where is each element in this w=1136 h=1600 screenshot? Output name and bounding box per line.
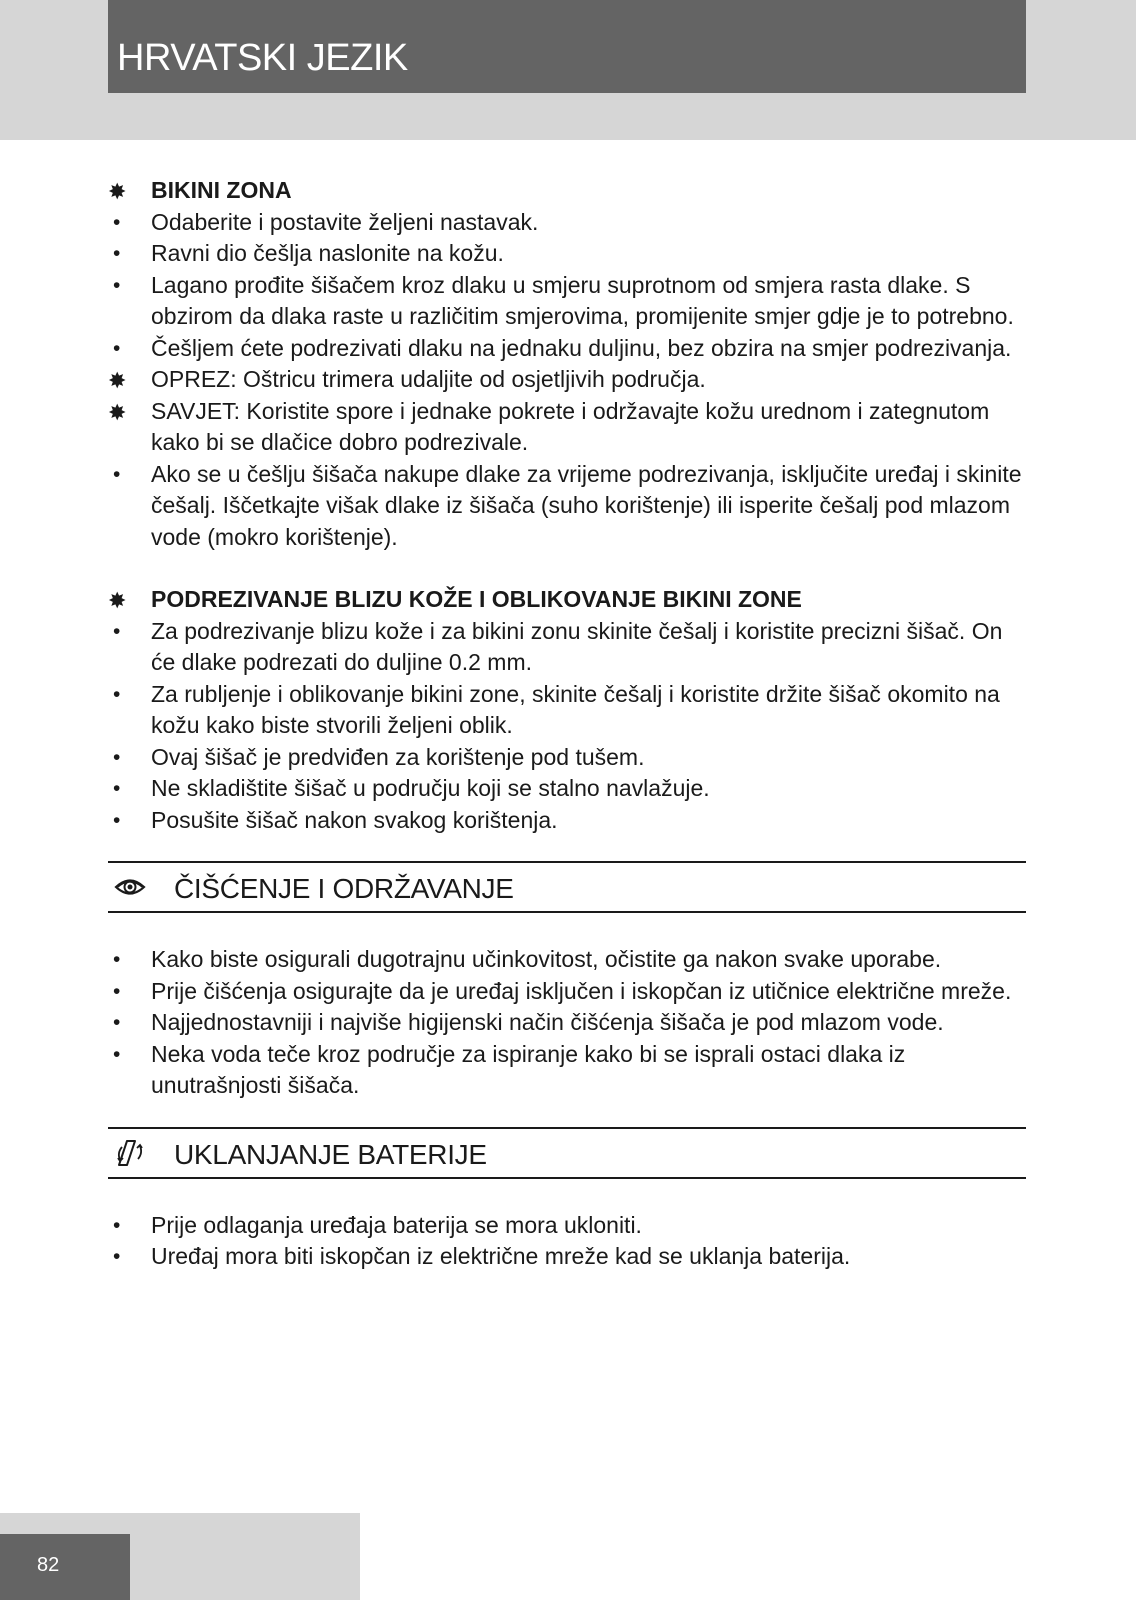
battery-section-title: UKLANJANJE BATERIJE bbox=[174, 1138, 487, 1170]
list-item bbox=[108, 333, 1026, 365]
battery-section-header bbox=[108, 1127, 1026, 1179]
cleaning-section-title: ČIŠĆENJE I ODRŽAVANJE bbox=[174, 873, 514, 904]
bullet-icon: • bbox=[113, 336, 121, 360]
bullet-icon: • bbox=[113, 1245, 121, 1268]
list-item-text: Neka voda teče kroz područje za ispiranje kako bi se isprali ostaci dlaka iz unutrašnjosti šišača. bbox=[151, 1040, 906, 1098]
bullet-icon: • bbox=[113, 273, 121, 297]
bullet-icon: • bbox=[113, 682, 121, 706]
list-item-text: Ovaj šišač je predviđen za korištenje pod tušem. bbox=[151, 743, 645, 770]
list-item-text: Ako se u češlju šišača nakupe dlake za vrijeme podrezivanja, isključite uređaj i skinite češalj. Iščetkajte višak dlake iz šišača (suho korištenje) ili isperite češalj pod mlazom vode (mokro korištenje). bbox=[151, 460, 1022, 550]
cleaning-section-header bbox=[108, 861, 1026, 913]
bullet-icon: • bbox=[113, 808, 121, 832]
eye-icon bbox=[114, 872, 146, 902]
caution-note bbox=[108, 364, 1026, 396]
bullet-icon: • bbox=[113, 1042, 121, 1066]
list-item-text: Odaberite i postavite željeni nastavak. bbox=[151, 208, 539, 235]
list-item bbox=[108, 270, 1026, 333]
bullet-icon: • bbox=[113, 210, 121, 234]
list-item bbox=[108, 742, 1026, 774]
spacer bbox=[108, 553, 1026, 584]
bullet-icon: • bbox=[113, 745, 121, 769]
list-item-text: Lagano prođite šišačem kroz dlaku u smjeru suprotnom od smjera rasta dlake. S obzirom da dlaka raste u različitim smjerovima, promijenite smjer gdje je to potrebno. bbox=[151, 271, 1014, 329]
list-item-text: Posušite šišač nakon svakog korištenja. bbox=[151, 806, 558, 833]
list-item-text: Za rubljenje i oblikovanje bikini zone, skinite češalj i koristite držite šišač okomito na kožu kako biste stvorili željeni oblik. bbox=[151, 680, 1000, 738]
list-item-text: Kako biste osigurali dugotrajnu učinkovitost, očistite ga nakon svake uporabe. bbox=[151, 946, 942, 972]
list-item bbox=[108, 679, 1026, 742]
bullet-icon: • bbox=[113, 979, 121, 1003]
bullet-icon: • bbox=[113, 1011, 121, 1034]
tip-note bbox=[108, 396, 1026, 459]
list-item-text: Uređaj mora biti iskopčan iz električne mreže kad se uklanja baterija. bbox=[151, 1243, 851, 1269]
list-item-text: Prije odlaganja uređaja baterija se mora ukloniti. bbox=[151, 1211, 642, 1238]
page-number: 82 bbox=[0, 1534, 130, 1600]
list-item-text: Češljem ćete podrezivati dlaku na jednaku duljinu, bez obzira na smjer podrezivanja. bbox=[151, 334, 1012, 361]
battery-recycle-icon bbox=[114, 1138, 146, 1168]
list-item-text: Za podrezivanje blizu kože i za bikini zonu skinite češalj i koristite precizni šišač. On će dlake podrezati do duljine 0.2 mm. bbox=[151, 617, 1003, 675]
bullet-icon: • bbox=[113, 1213, 121, 1237]
section-heading-bikini-zona bbox=[108, 175, 1026, 207]
bullet-icon: • bbox=[113, 462, 121, 486]
section-heading-text: BIKINI ZONA bbox=[151, 177, 292, 203]
main-content bbox=[108, 175, 1026, 1273]
list-item-text: Ne skladištite šišač u području koji se stalno navlažuje. bbox=[151, 775, 710, 801]
list-item bbox=[108, 238, 1026, 270]
list-item bbox=[108, 1007, 1026, 1039]
list-item bbox=[108, 976, 1026, 1008]
list-item-text: Najjednostavniji i najviše higijenski način čišćenja šišača je pod mlazom vode. bbox=[151, 1009, 944, 1035]
section-heading-text: PODREZIVANJE BLIZU KOŽE I OBLIKOVANJE BIKINI ZONE bbox=[151, 586, 802, 612]
star-icon: ✸ bbox=[108, 179, 127, 204]
section-heading-close-trim bbox=[108, 584, 1026, 616]
bullet-icon: • bbox=[113, 619, 121, 643]
list-item-text: Prije čišćenja osigurajte da je uređaj isključen i iskopčan iz utičnice električne mreže. bbox=[151, 977, 1012, 1004]
list-item bbox=[108, 1210, 1026, 1242]
list-item bbox=[108, 1039, 1026, 1102]
list-item bbox=[108, 616, 1026, 679]
bullet-icon: • bbox=[113, 948, 121, 971]
bullet-icon: • bbox=[113, 777, 121, 800]
list-item bbox=[108, 773, 1026, 805]
list-item bbox=[108, 1241, 1026, 1273]
list-item-text: Ravni dio češlja naslonite na kožu. bbox=[151, 240, 504, 266]
list-item bbox=[108, 944, 1026, 976]
star-icon: ✸ bbox=[108, 588, 127, 613]
list-item-text: OPREZ: Oštricu trimera udaljite od osjetljivih područja. bbox=[151, 366, 706, 392]
page-title: HRVATSKI JEZIK bbox=[108, 0, 1026, 93]
star-icon: ✸ bbox=[108, 399, 127, 425]
list-item bbox=[108, 207, 1026, 239]
bullet-icon: • bbox=[113, 242, 121, 265]
star-icon: ✸ bbox=[108, 368, 127, 393]
list-item bbox=[108, 805, 1026, 837]
list-item bbox=[108, 459, 1026, 554]
list-item-text: SAVJET: Koristite spore i jednake pokrete i održavajte kožu urednom i zategnutom kako bi se dlačice dobro podrezivale. bbox=[151, 397, 990, 455]
